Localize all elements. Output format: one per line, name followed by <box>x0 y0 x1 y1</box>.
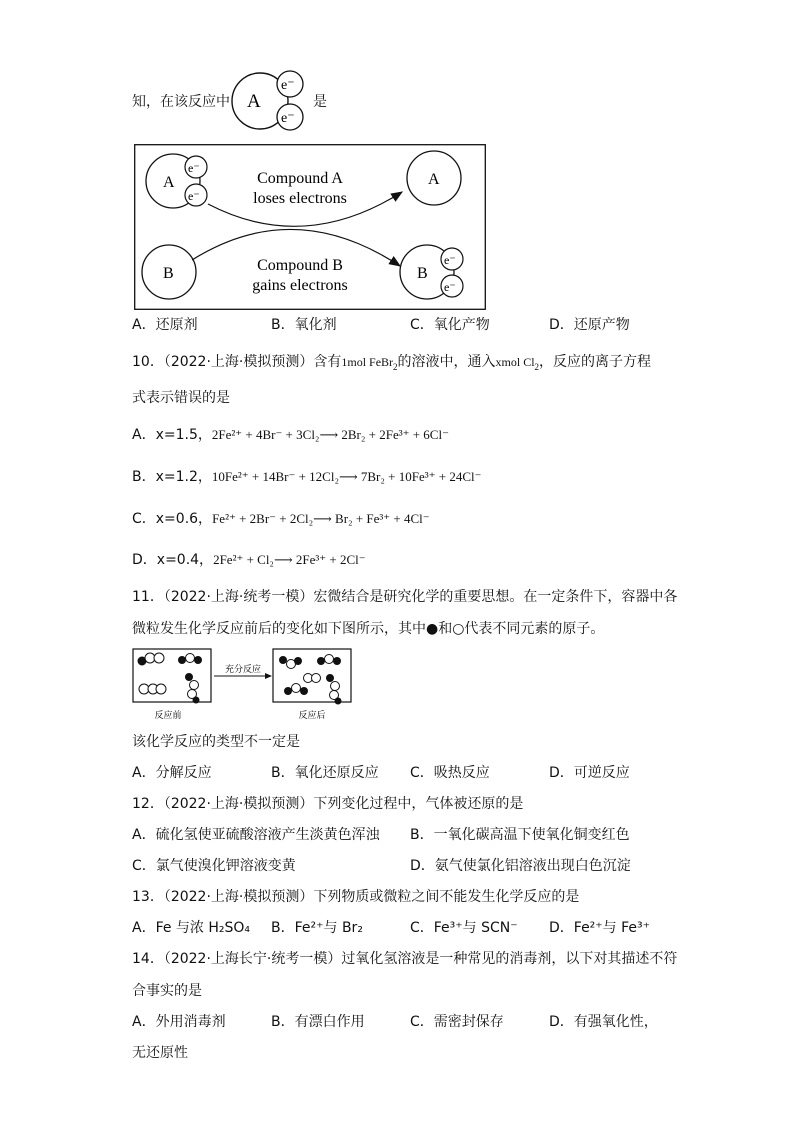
q13-stem: 13．（2022·上海·模拟预测）下列物质或微粒之间不能发生化学反应的是 <box>132 889 580 905</box>
before-label: 反应前 <box>154 711 182 721</box>
q9-option-b[interactable]: B．氧化剂 <box>271 317 337 333</box>
intro-suffix: 是 <box>313 94 327 110</box>
intro-prefix: 知，在该反应中 <box>132 94 230 110</box>
electron-label: e⁻ <box>281 78 295 93</box>
q14-option-a[interactable]: A．外用消毒剂 <box>132 1014 226 1030</box>
electron-label: e⁻ <box>444 253 456 267</box>
q11-option-a[interactable]: A．分解反应 <box>132 765 212 781</box>
q14-option-c[interactable]: C．需密封保存 <box>410 1014 504 1030</box>
q12-option-c[interactable]: C．氯气使溴化钾溶液变黄 <box>132 858 296 874</box>
atom-b-label: B <box>417 265 428 282</box>
atom-a-label: A <box>163 174 175 191</box>
compound-b-label: Compound B <box>257 257 343 274</box>
q10-option-a[interactable]: A．x=1.5，2Fe²⁺ + 4Br⁻ + 3Cl₂⟶ 2Br₂ + 2Fe³⁺ + 6Cl⁻ <box>132 427 449 443</box>
q13-option-c[interactable]: C．Fe³⁺与 SCN⁻ <box>410 920 518 936</box>
after-label: 反应后 <box>298 711 326 721</box>
electron-label: e⁻ <box>188 189 200 203</box>
q11-option-d[interactable]: D．可逆反应 <box>549 765 630 781</box>
electron-label: e⁻ <box>444 280 456 294</box>
compound-a-label: Compound A <box>257 170 343 187</box>
q14-option-d-cont: 无还原性 <box>132 1045 188 1061</box>
q14-option-d[interactable]: D．有强氧化性， <box>549 1014 658 1030</box>
q12-option-a[interactable]: A．硫化氢使亚硫酸溶液产生淡黄色浑浊 <box>132 827 380 843</box>
q10-stem: 10．（2022·上海·模拟预测）含有1mol FeBr$_2$的溶液中，通入xmol $Cl_2$，反应的离子方程 <box>132 354 652 372</box>
q11-stem-line2: 微粒发生化学反应前后的变化如下图所示，其中●和○代表不同元素的原子。 <box>132 621 605 637</box>
q11-option-c[interactable]: C．吸热反应 <box>410 765 490 781</box>
q10-option-b[interactable]: B．x=1.2，10Fe²⁺ + 14Br⁻ + 12Cl₂⟶ 7Br₂ + 10Fe³⁺ + 24Cl⁻ <box>132 469 482 485</box>
q13-option-a[interactable]: A．Fe 与浓 H₂SO₄ <box>132 920 251 936</box>
q9-option-c[interactable]: C．氧化产物 <box>410 317 490 333</box>
q9-option-d[interactable]: D．还原产物 <box>549 317 630 333</box>
q10-option-c[interactable]: C．x=0.6，Fe²⁺ + 2Br⁻ + 2Cl₂⟶ Br₂ + Fe³⁺ + 4Cl⁻ <box>132 511 430 527</box>
arrow-label: 充分反应 <box>224 665 262 675</box>
q14-stem-line2: 合事实的是 <box>132 983 202 999</box>
q10-stem-line2: 式表示错误的是 <box>132 390 230 406</box>
q11-option-b[interactable]: B．氧化还原反应 <box>271 765 379 781</box>
atom-a-label: A <box>428 171 440 188</box>
q13-option-b[interactable]: B．Fe²⁺与 Br₂ <box>271 920 363 936</box>
electron-label: e⁻ <box>188 161 200 175</box>
q12-option-d[interactable]: D．氨气使氯化铝溶液出现白色沉淀 <box>410 858 631 874</box>
q10-source: （2022·上海·模拟预测） <box>163 354 314 370</box>
q12-option-b[interactable]: B．一氧化碳高温下使氧化铜变红色 <box>410 827 630 843</box>
q10-option-d[interactable]: D．x=0.4，2Fe²⁺ + Cl₂⟶ 2Fe³⁺ + 2Cl⁻ <box>132 552 366 568</box>
q9-option-a[interactable]: A．还原剂 <box>132 317 198 333</box>
electron-label: e⁻ <box>281 111 295 126</box>
q14-stem: 14．（2022·上海长宁·统考一模）过氧化氢溶液是一种常见的消毒剂，以下对其描述不符 <box>132 951 678 967</box>
compound-a-sublabel: loses electrons <box>253 190 347 207</box>
atom-a-label: A <box>247 91 261 112</box>
compound-b-sublabel: gains electrons <box>252 277 348 294</box>
atom-b-label: B <box>163 265 174 282</box>
q11-question: 该化学反应的类型不一定是 <box>132 734 300 750</box>
q13-option-d[interactable]: D．Fe²⁺与 Fe³⁺ <box>549 920 651 936</box>
q12-stem: 12．（2022·上海·模拟预测）下列变化过程中，气体被还原的是 <box>132 796 524 812</box>
atom-a-with-electrons-icon <box>226 66 310 136</box>
electron-transfer-diagram <box>134 144 486 310</box>
q10-number: 10． <box>132 354 164 370</box>
q14-option-b[interactable]: B．有漂白作用 <box>271 1014 365 1030</box>
reaction-particle-figure <box>132 648 356 722</box>
q11-stem: 11．（2022·上海·统考一模）宏微结合是研究化学的重要思想。在一定条件下，容器中各 <box>132 589 678 605</box>
